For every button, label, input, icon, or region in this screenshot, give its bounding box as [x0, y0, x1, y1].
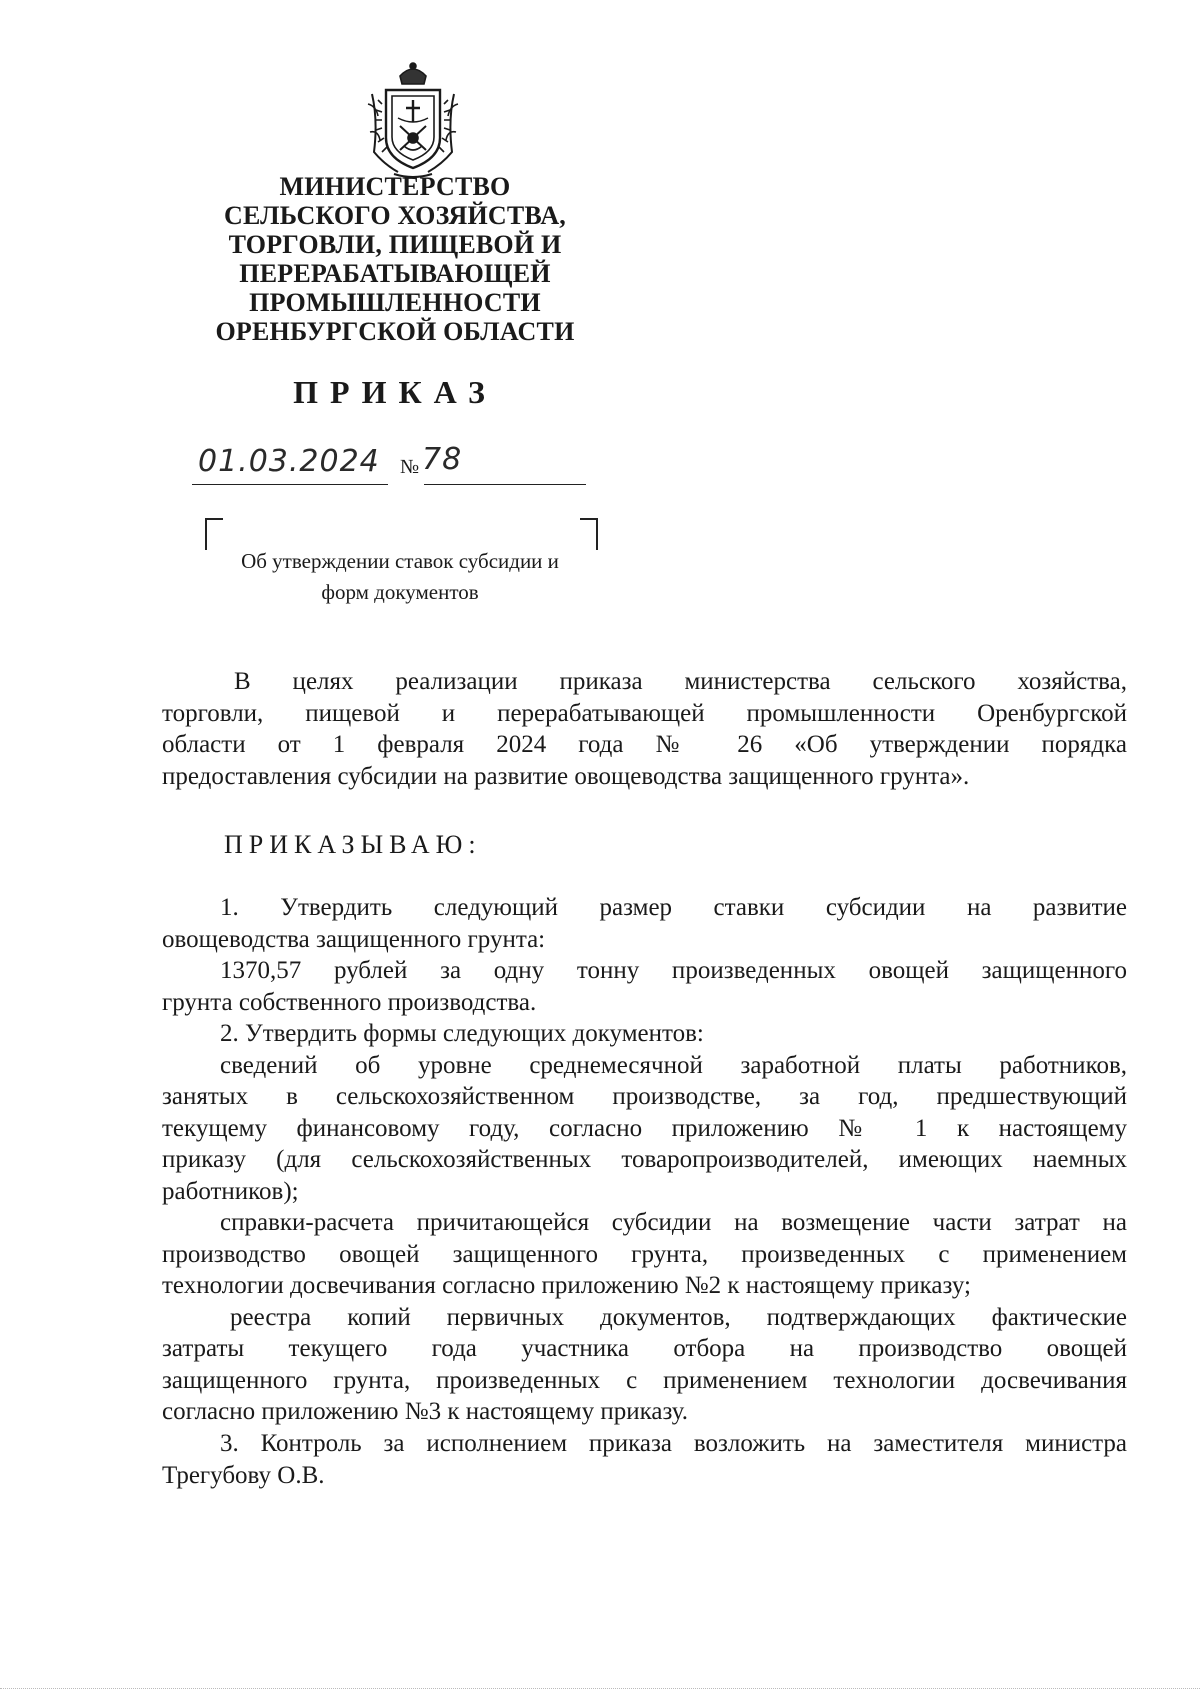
- order-title: ПРИКАЗ: [293, 374, 497, 410]
- item-1: [162, 892, 1127, 1018]
- ministry-line: ПРОМЫШЛЕННОСТИ: [249, 288, 541, 317]
- ministry-line: ОРЕНБУРГСКОЙ ОБЛАСТИ: [215, 317, 575, 346]
- item-2-line: защищенного грунта, произведенных с применением технологии досвечивания: [162, 1366, 1127, 1394]
- item-2-line: затраты текущего года участника отбора на производство овощей: [162, 1335, 1127, 1362]
- intro-line: предоставления субсидии на развитие овощеводства защищенного грунта».: [162, 762, 970, 790]
- item-2-line: занятых в сельскохозяйственном производстве, за год, предшествующий: [162, 1083, 1127, 1110]
- date-number-line: [192, 444, 592, 484]
- ministry-line: ПЕРЕРАБАТЫВАЮЩЕЙ: [239, 259, 551, 288]
- order-number: 78: [422, 442, 463, 477]
- order-date: 01.03.2024: [198, 444, 380, 479]
- item-2-line: текущему финансовому году, согласно приложению № 1 к настоящему: [162, 1114, 1127, 1142]
- item-2-line: 2. Утвердить формы следующих документов:: [220, 1020, 704, 1047]
- intro-line: торговли, пищевой и перерабатывающей промышленности Оренбургской: [162, 699, 1127, 727]
- ministry-name: [190, 172, 600, 346]
- intro-paragraph: [162, 666, 1127, 792]
- item-2-line: реестра копий первичных документов, подтверждающих фактические: [230, 1303, 1127, 1331]
- subject-line: форм документов: [321, 580, 479, 604]
- directive-heading: ПРИКАЗЫВАЮ:: [224, 830, 482, 859]
- ministry-line: МИНИСТЕРСТВО: [279, 172, 511, 201]
- item-2-line: работников);: [162, 1177, 299, 1205]
- item-2-line: приказу (для сельскохозяйственных товаропроизводителей, имеющих наемных: [162, 1146, 1127, 1173]
- number-underline: [424, 484, 586, 485]
- item-3-line: Трегубову О.В.: [162, 1461, 325, 1489]
- coat-of-arms-icon: [364, 60, 462, 180]
- item-2-line: технологии досвечивания согласно приложению №2 к настоящему приказу;: [162, 1272, 971, 1299]
- ministry-line: ТОРГОВЛИ, ПИЩЕВОЙ И: [228, 230, 562, 259]
- item-2-line: производство овощей защищенного грунта, произведенных с применением: [162, 1240, 1127, 1268]
- intro-line: В целях реализации приказа министерства сельского хозяйства,: [234, 668, 1127, 695]
- item-2-line: согласно приложению №3 к настоящему приказу.: [162, 1398, 689, 1425]
- item-2-line: справки-расчета причитающейся субсидии на возмещение части затрат на: [220, 1209, 1127, 1236]
- ministry-line: СЕЛЬСКОГО ХОЗЯЙСТВА,: [223, 201, 567, 230]
- item-1-line: грунта собственного производства.: [162, 988, 537, 1016]
- item-2-line: сведений об уровне среднемесячной заработной платы работников,: [220, 1051, 1127, 1079]
- subject-line: Об утверждении ставок субсидии и: [241, 549, 559, 573]
- item-2: [162, 1018, 1127, 1428]
- item-3: [162, 1428, 1127, 1491]
- page-bottom-edge: [0, 1688, 1200, 1689]
- order-subject: [200, 546, 600, 608]
- number-sign: №: [400, 456, 420, 478]
- item-1-line: овощеводства защищенного грунта:: [162, 925, 546, 953]
- item-3-line: 3. Контроль за исполнением приказа возложить на заместителя министра: [220, 1430, 1127, 1457]
- intro-line: области от 1 февраля 2024 года № 26 «Об утверждении порядка: [162, 731, 1127, 758]
- date-underline: [192, 484, 388, 485]
- item-1-line: 1. Утвердить следующий размер ставки субсидии на развитие: [220, 894, 1127, 921]
- item-1-line: 1370,57 рублей за одну тонну произведенных овощей защищенного: [220, 957, 1127, 984]
